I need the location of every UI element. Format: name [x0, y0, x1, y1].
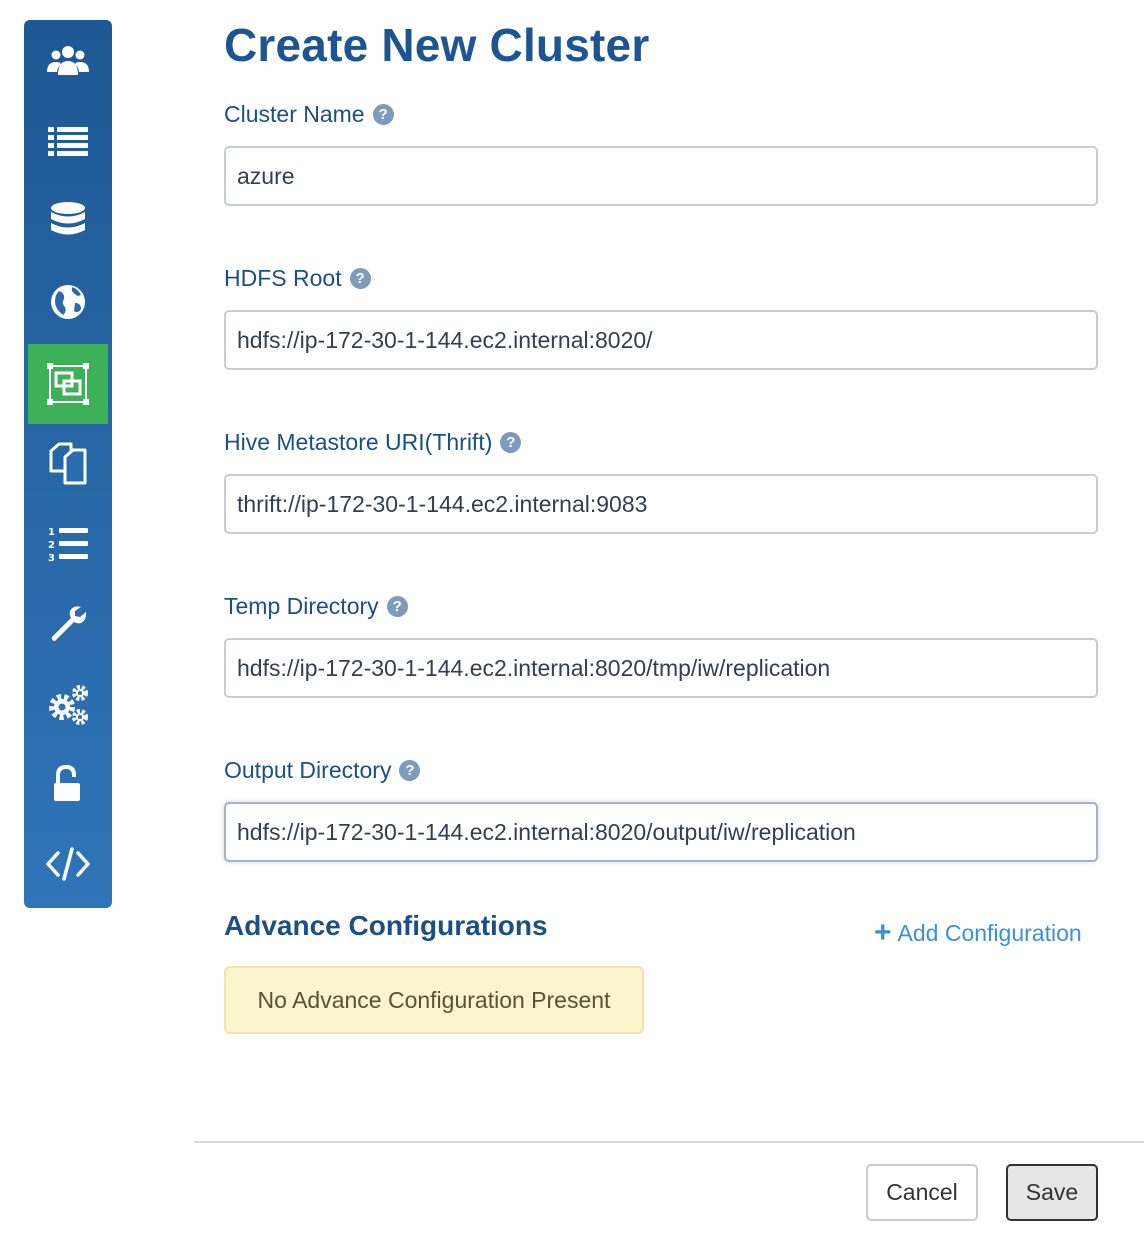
cancel-button[interactable]: Cancel: [866, 1164, 978, 1221]
hive-metastore-input[interactable]: [224, 474, 1098, 534]
save-button[interactable]: Save: [1006, 1164, 1098, 1221]
cluster-name-label: [224, 101, 394, 128]
wrench-icon: [45, 601, 91, 647]
cluster-name-input[interactable]: [224, 146, 1098, 206]
copy-icon: [45, 441, 91, 487]
sidebar-item-security[interactable]: [28, 744, 108, 824]
cluster-name-label-text: Cluster Name: [224, 101, 365, 127]
database-icon: [45, 199, 91, 245]
no-configuration-alert: No Advance Configuration Present: [224, 966, 644, 1034]
sidebar-item-copy[interactable]: [28, 424, 108, 504]
help-icon[interactable]: ?: [350, 268, 371, 289]
hdfs-root-input[interactable]: [224, 310, 1098, 370]
page-title: Create New Cluster: [224, 19, 650, 71]
sidebar-item-list[interactable]: [28, 102, 108, 182]
plus-icon: +: [874, 916, 892, 949]
hive-metastore-label: [224, 429, 521, 456]
sidebar-item-numbered-list[interactable]: [28, 504, 108, 584]
globe-icon: [45, 279, 91, 325]
output-directory-label-text: Output Directory: [224, 757, 392, 783]
hive-metastore-label-text: Hive Metastore URI(Thrift): [224, 429, 493, 455]
sidebar-item-globe[interactable]: [28, 262, 108, 342]
code-icon: [45, 841, 91, 887]
users-icon: [45, 39, 91, 85]
temp-directory-label-text: Temp Directory: [224, 593, 379, 619]
sidebar-item-wrench[interactable]: [28, 584, 108, 664]
add-configuration-link[interactable]: [874, 918, 1082, 948]
cluster-icon: [45, 361, 91, 407]
numbered-list-icon: [45, 521, 91, 567]
gears-icon: [45, 681, 91, 727]
sidebar-item-users[interactable]: [28, 22, 108, 102]
temp-directory-label: [224, 593, 408, 620]
sidebar: [24, 20, 112, 908]
output-directory-label: [224, 757, 420, 784]
sidebar-item-clusters[interactable]: [28, 344, 108, 424]
help-icon[interactable]: ?: [399, 760, 420, 781]
hdfs-root-label-text: HDFS Root: [224, 265, 342, 291]
temp-directory-input[interactable]: [224, 638, 1098, 698]
list-icon: [45, 119, 91, 165]
svg-text:2: 2: [48, 540, 55, 551]
advance-configurations-title: Advance Configurations: [224, 910, 548, 941]
svg-text:3: 3: [48, 553, 55, 564]
footer-divider: [194, 1141, 1144, 1143]
add-configuration-label: Add Configuration: [897, 919, 1082, 946]
output-directory-input[interactable]: [224, 802, 1098, 862]
help-icon[interactable]: ?: [373, 104, 394, 125]
help-icon[interactable]: ?: [387, 596, 408, 617]
unlock-icon: [45, 761, 91, 807]
sidebar-item-settings[interactable]: [28, 664, 108, 744]
sidebar-item-code[interactable]: [28, 824, 108, 904]
hdfs-root-label: [224, 265, 371, 292]
sidebar-item-database[interactable]: [28, 182, 108, 262]
svg-text:1: 1: [48, 527, 55, 538]
help-icon[interactable]: ?: [500, 432, 521, 453]
